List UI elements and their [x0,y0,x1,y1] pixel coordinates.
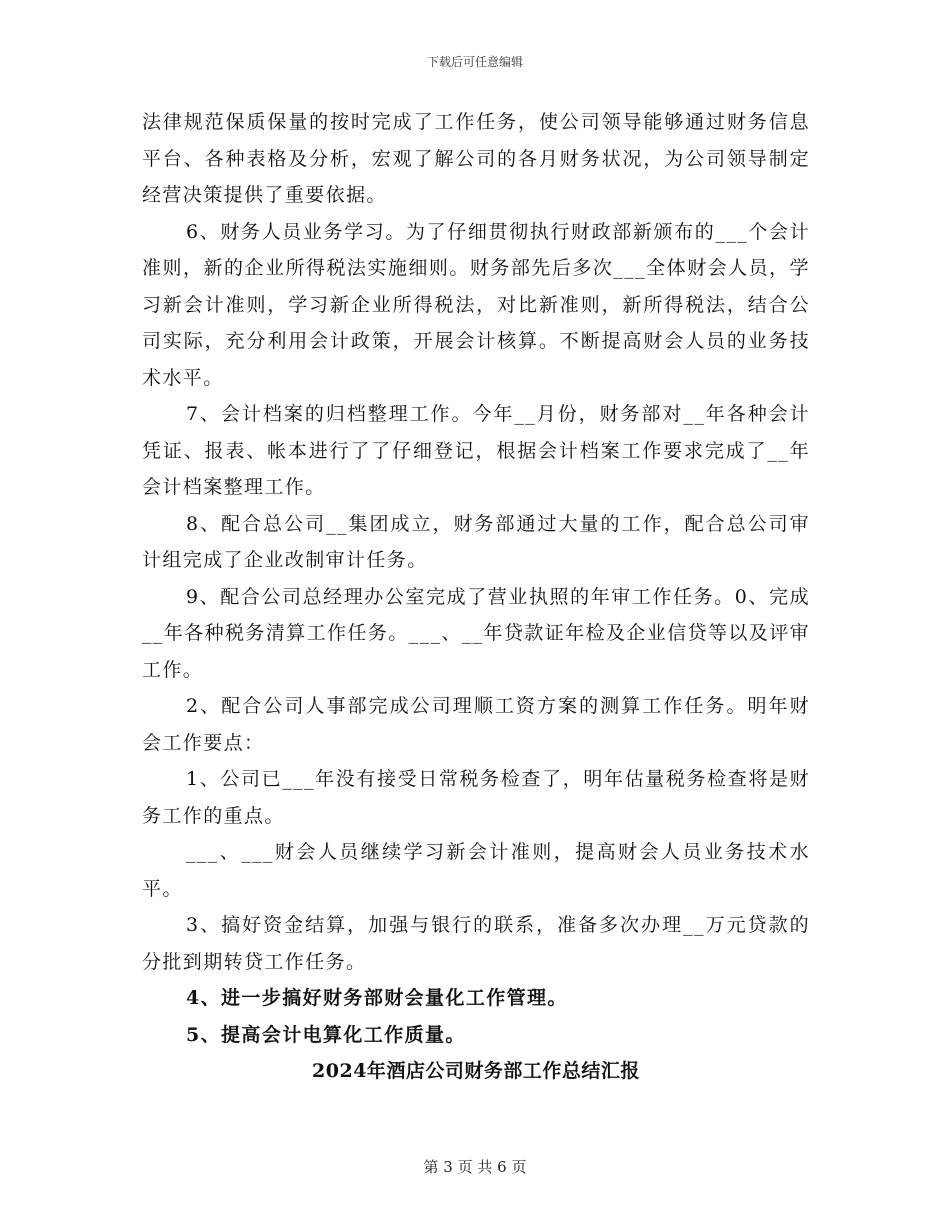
paragraph-item-6: 6、财务人员业务学习。为了仔细贯彻执行财政部新颁布的___个会计准则，新的企业所得税法实施细则。财务部先后多次___全体财会人员，学习新会计准则，学习新企业所得税法，对比新准则，新所得税法，结合公司实际，充分利用会计政策，开展会计核算。不断提高财会人员的业务技术水平。 [142,220,810,389]
paragraph-plan-4: 4、进一步搞好财务部财会量化工作管理。 [186,987,568,1009]
paragraph-continuation: 法律规范保质保量的按时完成了工作任务，使公司领导能够通过财务信息平台、各种表格及分析，宏观了解公司的各月财务状况，为公司领导制定经营决策提供了重要依据。 [142,111,810,206]
paragraph-plan-2: ___、___财会人员继续学习新会计准则，提高财会人员业务技术水平。 [142,841,810,900]
paragraph-item-2: 2、配合公司人事部完成公司理顺工资方案的测算工作任务。明年财会工作要点： [142,695,810,754]
paragraph-plan-5: 5、提高会计电算化工作质量。 [186,1023,466,1046]
document-body [142,104,810,1090]
page-footer: 第 3 页 共 6 页 [423,1158,527,1176]
next-document-title: 2024年酒店公司财务部工作总结汇报 [312,1060,640,1082]
paragraph-plan-1: 1、公司已___年没有接受日常税务检查了，明年估量税务检查将是财务工作的重点。 [142,768,810,827]
paragraph-item-7: 7、会计档案的归档整理工作。今年__月份，财务部对__年各种会计凭证、报表、帐本进行了了仔细登记，根据会计档案工作要求完成了__年会计档案整理工作。 [142,403,810,498]
paragraph-item-9: 9、配合公司总经理办公室完成了营业执照的年审工作任务。0、完成__年各种税务清算工作任务。___、__年贷款证年检及企业信贷等以及评审工作。 [142,585,810,681]
page-header: 下载后可任意编辑 [426,55,523,69]
paragraph-plan-3: 3、搞好资金结算，加强与银行的联系，准备多次办理__万元贷款的分批到期转贷工作任务。 [142,914,810,973]
paragraph-item-8: 8、配合总公司__集团成立，财务部通过大量的工作，配合总公司审计组完成了企业改制审计任务。 [142,512,810,571]
